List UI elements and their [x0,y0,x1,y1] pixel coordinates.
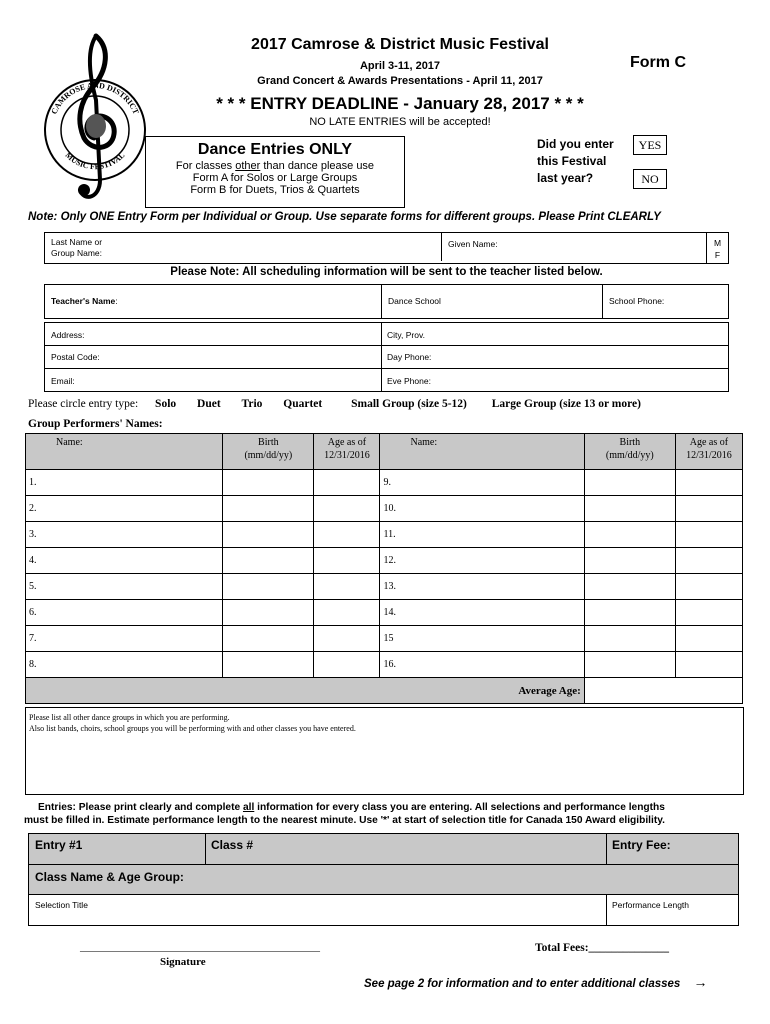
festival-logo [40,30,150,210]
performer-birth-cell[interactable] [223,574,314,600]
last-name-field[interactable] [45,235,441,263]
school-phone-label: School Phone: [609,296,665,306]
no-checkbox[interactable]: NO [633,169,667,189]
performer-age-cell[interactable] [314,522,380,548]
city-prov-field[interactable]: City, Prov. [387,330,425,340]
performers-header-row [26,434,743,470]
dance-box-line1-pre: For classes [175,160,236,172]
performer-row [26,626,743,652]
gender-m: M [713,238,722,248]
signature-label: Signature [160,956,206,968]
gender-f: F [714,250,721,260]
teacher-box-bottom [44,322,729,392]
form-label: Form C [630,54,686,71]
col-name-left: Name: [26,434,223,470]
logo-text-bottom: MUSIC FESTIVAL [63,150,127,172]
question-line1: Did you enter [537,137,614,151]
entry-type-label: Please circle entry type: [28,398,139,410]
performer-birth-cell[interactable] [584,626,675,652]
performer-name-cell[interactable]: 10. [380,496,584,522]
average-age-row [26,678,743,704]
svg-text:MUSIC FESTIVAL [63,151,126,172]
entry-table [28,833,739,926]
entries-note [24,801,754,827]
performer-name-cell[interactable]: 14. [380,600,584,626]
col-age-left-2: 12/31/2016 [324,450,370,461]
entry-col-line-2 [606,834,607,864]
performer-age-cell[interactable] [314,652,380,678]
entry-type-large-group[interactable]: Large Group (size 13 or more) [491,398,641,410]
see-page-2-text: See page 2 for information and to enter additional classes [364,978,681,990]
teacher-row-line-2 [45,368,728,369]
dance-box-line1-post: than dance please use [260,160,375,172]
dance-box-line1-underlined: other [235,160,261,172]
other-groups-box[interactable] [25,707,744,795]
concert-date: Grand Concert & Awards Presentations - April 11, 2017 [257,75,543,87]
performer-name-cell[interactable]: 1. [26,470,223,496]
performer-age-cell[interactable] [314,626,380,652]
average-age-label: Average Age: [26,678,585,704]
performer-name-cell[interactable]: 6. [26,600,223,626]
performer-age-cell[interactable] [675,470,742,496]
col-birth-right [584,434,675,470]
performer-name-cell[interactable]: 3. [26,522,223,548]
col-age-left-1: Age as of [327,437,367,448]
entries-note-pre: Entries: Please print clearly and complete [38,802,243,813]
school-phone-field[interactable] [602,285,728,318]
other-groups-line2: Also list bands, choirs, school groups you will be performing with and other classes you have entered. [29,724,356,733]
dance-box-line1 [146,160,404,172]
dance-box-line2: Form A for Solos or Large Groups [192,172,358,184]
teacher-name-colon: : [115,296,118,306]
performers-heading: Group Performers' Names: [28,418,163,430]
col-birth-right-1: Birth [619,437,641,448]
one-form-note: Note: Only ONE Entry Form per Individual or Group. Use separate forms for different groups. Please Print CLEARLY [28,211,661,223]
performance-length-field[interactable]: Performance Length [612,900,690,910]
entry-fee-field[interactable]: Entry Fee: [612,838,671,852]
performers-table [25,433,743,704]
entry-type-solo[interactable]: Solo [155,398,177,410]
performer-age-cell[interactable] [314,496,380,522]
performer-birth-cell[interactable] [584,574,675,600]
performer-birth-cell[interactable] [584,548,675,574]
scheduling-note: Please Note: All scheduling information will be sent to the teacher listed below. [170,266,603,278]
performer-age-cell[interactable] [675,626,742,652]
entries-note-post: information for every class you are entering. All selections and performance lengths [254,802,665,813]
entry-type-duet[interactable]: Duet [197,398,221,410]
selection-title-field[interactable]: Selection Title [35,900,88,910]
col-birth-left-1: Birth [258,437,279,448]
performer-row [26,496,743,522]
entries-note-underlined: all [242,802,255,813]
dance-entries-title: Dance Entries ONLY [197,141,353,158]
performer-birth-cell[interactable] [584,470,675,496]
given-name-label: Given Name: [448,239,498,249]
entries-note-line1 [24,801,754,814]
postal-code-field[interactable]: Postal Code: [51,352,100,362]
teacher-row-line-1 [45,345,728,346]
performer-age-cell[interactable] [314,470,380,496]
performer-name-cell[interactable]: 15 [380,626,584,652]
email-field[interactable]: Email: [51,376,75,386]
class-name-field[interactable]: Class Name & Age Group: [35,870,184,884]
total-fees[interactable]: Total Fees:______________ [535,942,670,954]
entry-type-quartet[interactable]: Quartet [283,398,323,410]
performer-age-cell[interactable] [675,574,742,600]
day-phone-field[interactable]: Day Phone: [387,352,432,362]
performer-birth-cell[interactable] [223,496,314,522]
average-age-field[interactable] [584,678,742,704]
entry-col-line-1 [205,834,206,864]
performer-name-cell[interactable]: 9. [380,470,584,496]
festival-dates: April 3-11, 2017 [359,60,441,72]
col-age-left [314,434,380,470]
previous-entry-question [537,136,614,187]
entry-number-field[interactable]: Entry #1 [35,838,83,852]
gender-field[interactable] [706,233,728,263]
entry-type-trio[interactable]: Trio [241,398,263,410]
performer-name-cell[interactable]: 16. [380,652,584,678]
performer-row [26,600,743,626]
class-number-field[interactable]: Class # [211,838,254,852]
performer-birth-cell[interactable] [584,600,675,626]
performer-age-cell[interactable] [675,496,742,522]
right-arrow-icon: → [693,974,708,990]
performer-name-cell[interactable]: 7. [26,626,223,652]
address-field[interactable]: Address: [51,330,85,340]
question-line2: this Festival [537,154,607,168]
performer-birth-cell[interactable] [223,600,314,626]
col-age-right-2: 12/31/2016 [686,450,732,461]
performer-birth-cell[interactable] [223,548,314,574]
entry-col-line-3b [606,895,607,925]
yes-checkbox[interactable]: YES [633,135,667,155]
col-birth-left-2: (mm/dd/yy) [244,450,293,461]
performer-age-cell[interactable] [314,600,380,626]
dance-school-label: Dance School [388,296,441,306]
col-age-right [675,434,742,470]
performer-age-cell[interactable] [314,574,380,600]
performer-row [26,548,743,574]
dance-box-line3: Form B for Duets, Trios & Quartets [190,184,360,196]
performer-name-cell[interactable]: 2. [26,496,223,522]
performer-name-cell[interactable]: 12. [380,548,584,574]
last-name-label-1: Last Name or [51,237,103,247]
performer-row [26,522,743,548]
dance-school-field[interactable] [381,285,602,318]
performer-age-cell[interactable] [675,548,742,574]
signature-line[interactable]: ________________________________________________ [80,942,320,953]
teacher-box-top [44,284,729,319]
other-groups-line1: Please list all other dance groups in which you are performing. [29,713,230,722]
col-age-right-1: Age as of [689,437,729,448]
performer-age-cell[interactable] [675,652,742,678]
entry-row-line-1 [29,864,738,865]
no-late-entries: NO LATE ENTRIES will be accepted! [309,116,491,128]
last-name-label-2: Group Name: [51,248,103,258]
see-page-2 [364,974,708,990]
performer-name-cell[interactable]: 8. [26,652,223,678]
performer-age-cell[interactable] [675,600,742,626]
performer-birth-cell[interactable] [223,652,314,678]
teacher-name-field[interactable] [45,294,381,308]
col-birth-left [223,434,314,470]
entry-type-small-group[interactable]: Small Group (size 5-12) [351,398,467,410]
performer-name-cell[interactable]: 4. [26,548,223,574]
performer-row [26,652,743,678]
logo-text-top: CAMROSE AND DISTRICT [49,80,141,116]
dance-entries-box [145,136,405,208]
performer-age-cell[interactable] [675,522,742,548]
col-name-right: Name: [380,434,584,470]
performer-row [26,470,743,496]
eve-phone-field[interactable]: Eve Phone: [387,376,431,386]
performer-birth-cell[interactable] [223,470,314,496]
performer-birth-cell[interactable] [223,626,314,652]
entry-type-row [28,398,641,410]
performer-age-cell[interactable] [314,548,380,574]
performer-birth-cell[interactable] [223,522,314,548]
given-name-field[interactable] [441,233,706,261]
performer-birth-cell[interactable] [584,522,675,548]
entries-note-line2: must be filled in. Estimate performance length to the nearest minute. Use '*' at start of selection title for Canada 150 Award eligibility. [24,815,665,826]
col-birth-right-2: (mm/dd/yy) [605,450,654,461]
performer-birth-cell[interactable] [584,496,675,522]
question-line3: last year? [537,171,594,185]
name-row [44,232,729,264]
performer-name-cell[interactable]: 5. [26,574,223,600]
performer-name-cell[interactable]: 13. [380,574,584,600]
performer-row [26,574,743,600]
teacher-name-label: Teacher's Name [51,296,116,306]
performer-birth-cell[interactable] [584,652,675,678]
performer-name-cell[interactable]: 11. [380,522,584,548]
entry-deadline: * * * ENTRY DEADLINE - January 28, 2017 * * * [216,94,584,113]
festival-title: 2017 Camrose & District Music Festival [251,36,549,53]
